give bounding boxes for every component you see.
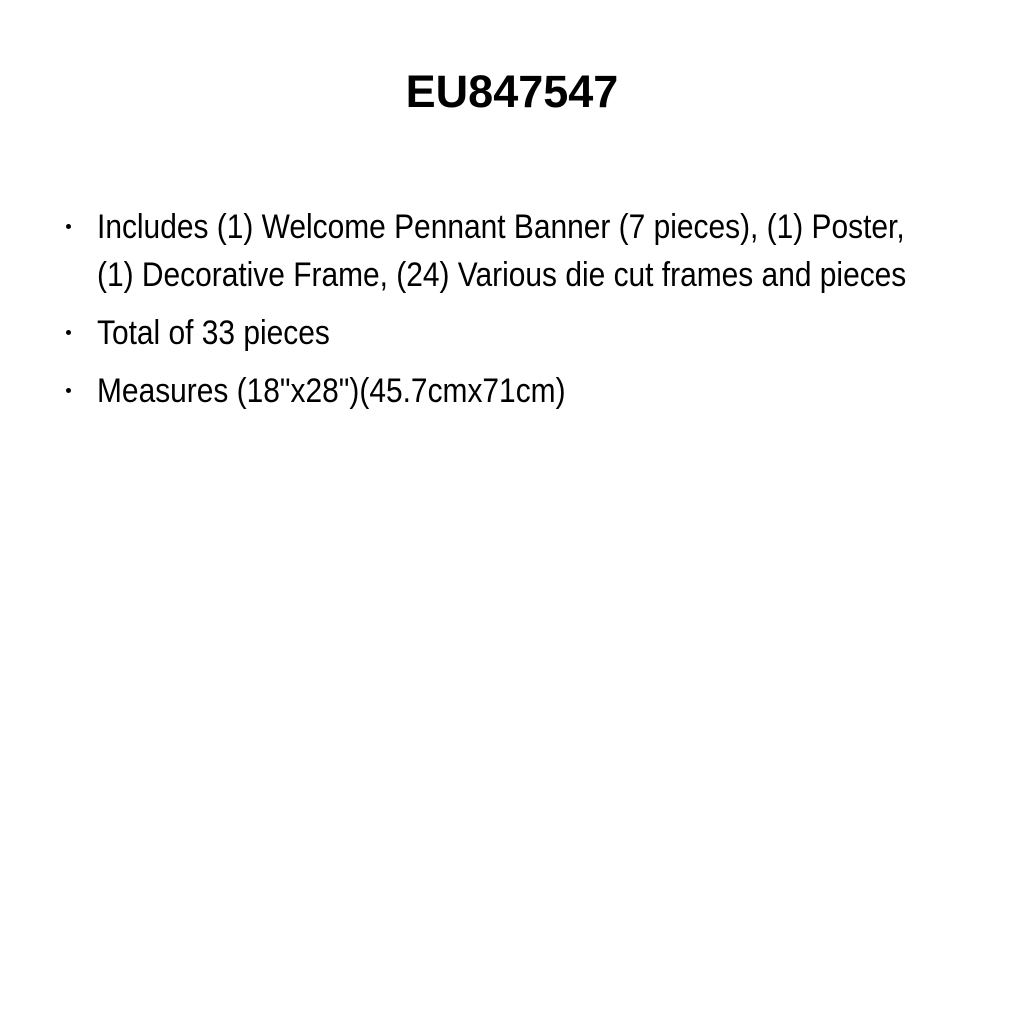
- list-item-text: Includes (1) Welcome Pennant Banner (7 pieces), (1) Poster, (1) Decorative Frame, (24) Various die cut frames and pieces: [97, 208, 907, 294]
- list-item-text: Total of 33 pieces: [97, 314, 330, 352]
- bullet-icon: [66, 388, 71, 393]
- list-item: [60, 367, 1023, 415]
- product-code-title: EU847547: [405, 66, 619, 117]
- list-item: [60, 309, 1023, 357]
- feature-list: [60, 203, 1023, 425]
- list-item-text: Measures (18"x28")(45.7cmx71cm): [97, 372, 566, 410]
- bullet-icon: [66, 330, 71, 335]
- bullet-icon: [66, 224, 71, 229]
- list-item: [60, 203, 1023, 299]
